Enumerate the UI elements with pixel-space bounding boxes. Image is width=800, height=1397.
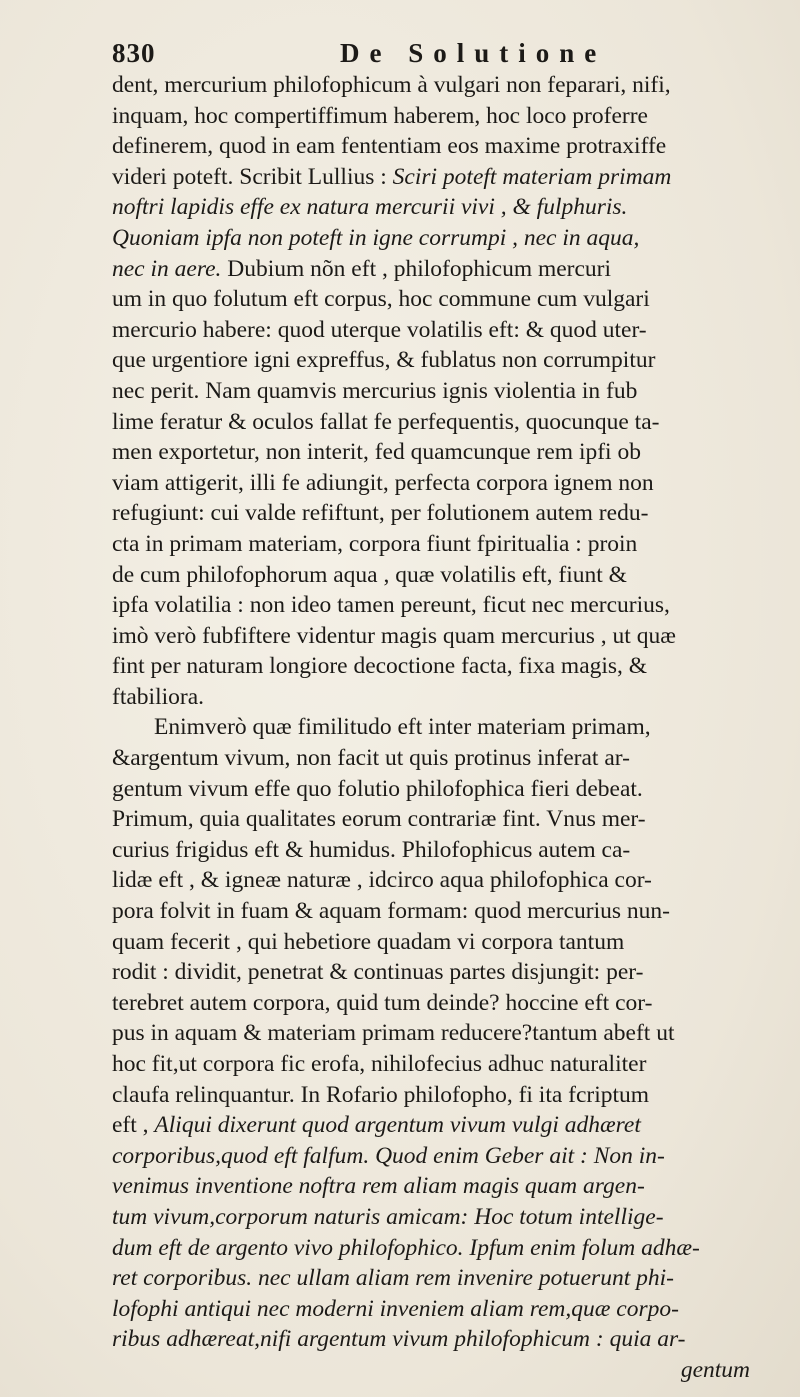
roman-text: ipfa volatilia : non ideo tamen pereunt, ficut nec mercurius, <box>112 592 670 619</box>
text-line <box>112 1263 800 1294</box>
text-line <box>112 804 800 835</box>
roman-text: videri poteft. Scribit Lullius : <box>112 163 393 190</box>
roman-text: lime feratur & oculos fallat fe perfequentis, quocunque ta- <box>112 408 660 435</box>
italic-text: Aliqui dixerunt quod argentum vivum vulgi adhæret <box>154 1112 641 1139</box>
roman-text: claufa relinquantur. In Rofario philofopho, fi ita fcriptum <box>112 1081 650 1108</box>
text-line <box>112 1202 800 1233</box>
roman-text: quam fecerit , qui hebetiore quadam vi corpora tantum <box>112 928 625 955</box>
italic-text: lofophi antiqui nec moderni inveniem aliam rem,quæ corpo- <box>112 1295 679 1322</box>
text-line <box>112 407 800 438</box>
page-header <box>112 38 752 72</box>
page-number: 830 <box>112 38 156 68</box>
text-line <box>112 743 800 774</box>
text-line <box>112 529 800 560</box>
roman-text: que urgentiore igni expreffus, & fublatus non corrumpitur <box>112 347 656 374</box>
text-line <box>112 315 800 346</box>
text-line <box>112 560 800 591</box>
italic-text: noftri lapidis effe ex natura mercurii vivi , & fulphuris. <box>112 194 628 221</box>
text-line <box>112 1171 800 1202</box>
italic-text: ribus adhæreat,nifi argentum vivum philofophicum : quia ar- <box>112 1326 686 1353</box>
text-line <box>112 498 800 529</box>
text-line <box>112 376 800 407</box>
text-line <box>112 927 800 958</box>
roman-text: ftabiliora. <box>112 683 205 710</box>
roman-text: Primum, quia qualitates eorum contrariæ fint. Vnus mer- <box>112 806 646 833</box>
roman-text: inquam, hoc compertiffimum haberem, hoc loco proferre <box>112 102 648 129</box>
italic-text: dum eft de argento vivo philofophico. Ipfum enim folum adhæ- <box>112 1234 700 1261</box>
roman-text: de cum philofophorum aqua , quæ volatilis eft, fiunt & <box>112 561 627 588</box>
roman-text: dent, mercurium philofophicum à vulgari non feparari, nifi, <box>112 72 671 98</box>
text-line <box>112 896 800 927</box>
text-line <box>112 835 800 866</box>
roman-text: men exportetur, non interit, fed quamcunque rem ipfi ob <box>112 439 641 466</box>
italic-text: Quoniam ipfa non poteft in igne corrumpi , nec in aqua, <box>112 224 640 251</box>
roman-text: mercurio habere: quod uterque volatilis eft: & quod uter- <box>112 316 647 343</box>
text-line <box>112 131 800 162</box>
italic-text: tum vivum,corporum naturis amicam: Hoc totum intellige- <box>112 1203 664 1230</box>
text-line <box>112 682 800 713</box>
roman-text: Dubium nõn eft , philofophicum mercuri <box>221 255 612 282</box>
text-line <box>112 1324 800 1355</box>
roman-text: viam attigerit, illi fe adiungit, perfecta corpora ignem non <box>112 469 654 496</box>
text-line <box>112 70 800 101</box>
text-line <box>112 1018 800 1049</box>
roman-text: terebret autem corpora, quid tum deinde? hoccine eft cor- <box>112 989 653 1016</box>
roman-text: hoc fit,ut corpora fic erofa, nihilofecius adhuc naturaliter <box>112 1051 647 1077</box>
roman-text: um in quo folutum eft corpus, hoc commune cum vulgari <box>112 286 650 313</box>
text-line <box>112 192 800 223</box>
italic-text: Sciri poteft materiam primam <box>392 163 672 190</box>
text-line <box>112 223 800 254</box>
text-line <box>112 345 800 376</box>
text-line <box>112 254 800 285</box>
text-line <box>112 988 800 1019</box>
text-line <box>112 1233 800 1264</box>
roman-text: pora folvit in fuam & aquam formam: quod mercurius nun- <box>112 898 670 925</box>
roman-text: fint per naturam longiore decoctione facta, fixa magis, & <box>112 653 648 680</box>
roman-text: refugiunt: cui valde refiftunt, per folutionem autem redu- <box>112 500 649 527</box>
roman-text: Enimverò quæ fimilitudo eft inter materiam primam, <box>154 714 651 741</box>
roman-text: cta in primam materiam, corpora fiunt fpiritualia : proin <box>112 530 638 557</box>
text-line <box>112 957 800 988</box>
text-line <box>112 1294 800 1325</box>
italic-text: ret corporibus. nec ullam aliam rem invenire potuerunt phi- <box>112 1265 674 1292</box>
text-line <box>112 1110 800 1141</box>
text-line <box>112 162 800 193</box>
italic-text: nec in aere. <box>112 255 222 282</box>
text-line <box>112 590 800 621</box>
roman-text: rodit : dividit, penetrat & continuas partes disjungit: per- <box>112 959 644 986</box>
text-line <box>112 437 800 468</box>
roman-text: eft , <box>112 1112 155 1139</box>
text-line <box>112 468 800 499</box>
roman-text: imò verò fubfiftere videntur magis quam mercurius , ut quæ <box>112 622 676 649</box>
text-line <box>112 1355 800 1386</box>
text-line <box>112 865 800 896</box>
text-line <box>112 1080 800 1111</box>
text-line <box>112 774 800 805</box>
roman-text: definerem, quod in eam fententiam eos maxime protraxiffe <box>112 133 667 160</box>
text-line <box>112 1049 800 1080</box>
italic-text: gentum <box>680 1356 750 1383</box>
running-head: De Solutione <box>340 38 607 68</box>
text-line <box>112 101 800 132</box>
body-text <box>112 70 800 1386</box>
text-line <box>112 284 800 315</box>
roman-text: nec perit. Nam quamvis mercurius ignis violentia in fub <box>112 377 638 404</box>
text-line <box>112 1141 800 1172</box>
roman-text: pus in aquam & materiam primam reducere?tantum abeft ut <box>112 1020 675 1047</box>
italic-text: venimus inventione noftra rem aliam magis quam argen- <box>112 1173 645 1200</box>
roman-text: lidæ eft , & igneæ naturæ , idcirco aqua philofophica cor- <box>112 867 652 894</box>
text-line <box>112 651 800 682</box>
roman-text: &argentum vivum, non facit ut quis protinus inferat ar- <box>112 745 630 772</box>
text-line <box>112 621 800 652</box>
text-line <box>112 712 800 743</box>
roman-text: gentum vivum effe quo folutio philofophica fieri debeat. <box>112 775 643 802</box>
roman-text: curius frigidus eft & humidus. Philofophicus autem ca- <box>112 836 631 863</box>
italic-text: corporibus,quod eft falfum. Quod enim Geber ait : Non in- <box>112 1142 665 1169</box>
